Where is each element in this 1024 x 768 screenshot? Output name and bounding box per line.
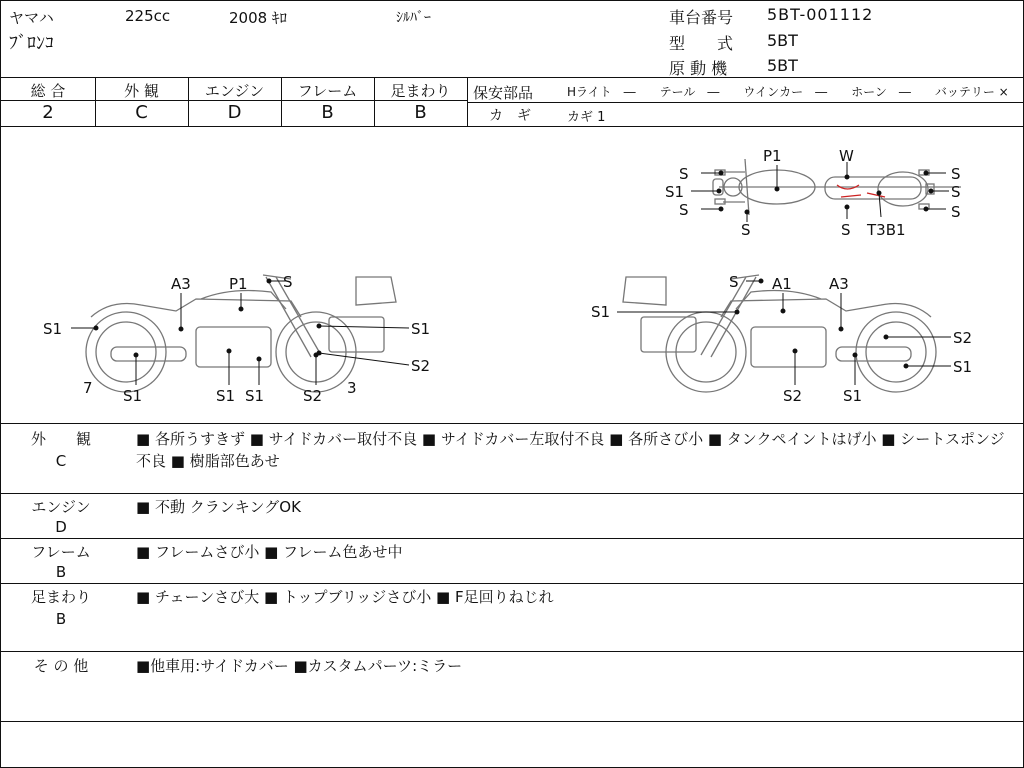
frame-no: 5BT-001112 (767, 5, 874, 24)
diagram-label: 7 (83, 379, 93, 397)
diagram-label: S (951, 203, 961, 221)
frame-no-label: 車台番号 (669, 8, 734, 27)
exterior-grade: C (135, 102, 148, 123)
divider (467, 102, 1023, 103)
divider (1, 651, 1023, 652)
diagram-label: W (839, 147, 854, 165)
divider (1, 721, 1023, 722)
diagram-label: S2 (411, 357, 431, 375)
diagram-label: S1 (411, 320, 431, 338)
diagram-label: A1 (772, 275, 792, 293)
suspension-remarks: ■ チェーンさび大 ■ トップブリッジさび小 ■ F足回りねじれ (136, 588, 554, 606)
diagram-label: 3 (347, 379, 357, 397)
key-label: カ ギ (489, 108, 531, 124)
suspension-section-grade: B (55, 610, 67, 628)
divider (1, 77, 1023, 78)
suspension-grade: B (414, 102, 427, 123)
diagram-label: S1 (953, 358, 973, 376)
divider (1, 493, 1023, 494)
diagram-label: S1 (123, 387, 143, 405)
diagram-label: S (741, 221, 751, 239)
total-grade-label: 総 合 (30, 82, 66, 100)
key-value: カギ 1 (567, 110, 606, 125)
total-grade: 2 (42, 102, 54, 123)
other-section-label: そ の 他 (33, 657, 89, 675)
frame-grade: B (321, 102, 334, 123)
diagram-label: S (951, 165, 961, 183)
engine-remarks: ■ 不動 クランキングOK (136, 498, 301, 516)
divider (1, 538, 1023, 539)
diagram-label: S1 (216, 387, 236, 405)
engine-section-grade: D (55, 518, 67, 536)
divider (1, 423, 1023, 424)
diagram-label: S (729, 273, 739, 291)
frame-section-label: フレーム (31, 543, 91, 561)
safety-parts-items: Hライト ― テール ― ウインカー ― ホーン ― バッテリー × (567, 85, 1009, 99)
damage-diagram (1, 127, 1023, 423)
diagram-label: P1 (229, 275, 248, 293)
type-value: 5BT (767, 31, 798, 50)
type-label: 型 式 (669, 34, 734, 53)
diagram-label: S1 (43, 320, 63, 338)
other-remarks: ■他車用:サイドカバー ■カスタムパーツ:ミラー (136, 657, 463, 675)
diagram-label: S1 (245, 387, 265, 405)
frame-remarks: ■ フレームさび小 ■ フレーム色あせ中 (136, 543, 403, 561)
diagram-label: T3B1 (867, 221, 906, 239)
diagram-label: S (679, 165, 689, 183)
top-view-motorcycle (713, 159, 961, 215)
exterior-section-label: 外 観 (30, 430, 91, 448)
color: ｼﾙﾊﾞｰ (396, 10, 431, 26)
diagram-label: S1 (591, 303, 611, 321)
exterior-remarks: ■ 各所うすきず ■ サイドカバー取付不良 ■ サイドカバー左取付不良 ■ 各所さび小 ■ タンクペイントはげ小 ■ シートスポンジ不良 ■ 樹脂部色あせ (136, 430, 1005, 470)
engine-section-label: エンジン (31, 498, 91, 516)
diagram-label: S (283, 273, 293, 291)
diagram-label: S1 (843, 387, 863, 405)
diagram-label: S1 (665, 183, 685, 201)
exterior-section-grade: C (55, 452, 67, 470)
diagram-label: P1 (763, 147, 782, 165)
engine-grade-label: エンジン (204, 82, 265, 100)
year-mileage: 2008 ｷﾛ (229, 9, 287, 27)
divider (1, 583, 1023, 584)
frame-section-grade: B (55, 563, 67, 581)
diagram-label: S (679, 201, 689, 219)
diagram-label: S2 (953, 329, 973, 347)
engine-model-label: 原 動 機 (669, 59, 728, 78)
safety-parts-label: 保安部品 (473, 84, 534, 102)
diagram-label: S2 (303, 387, 323, 405)
suspension-section-label: 足まわり (30, 588, 91, 606)
diagram-label: S (951, 183, 961, 201)
exterior-grade-label: 外 観 (124, 82, 159, 100)
diagram-label: S2 (783, 387, 803, 405)
diagram-label: A3 (171, 275, 191, 293)
engine-model-value: 5BT (767, 56, 798, 75)
diagram-label: A3 (829, 275, 849, 293)
displacement: 225cc (125, 7, 171, 25)
model-name: ﾌﾞﾛﾝｺ (9, 33, 54, 54)
frame-grade-label: フレーム (297, 82, 358, 100)
engine-grade: D (227, 102, 242, 123)
suspension-grade-label: 足まわり (390, 82, 451, 100)
diagram-label: S (841, 221, 851, 239)
maker: ヤマハ (9, 9, 54, 27)
